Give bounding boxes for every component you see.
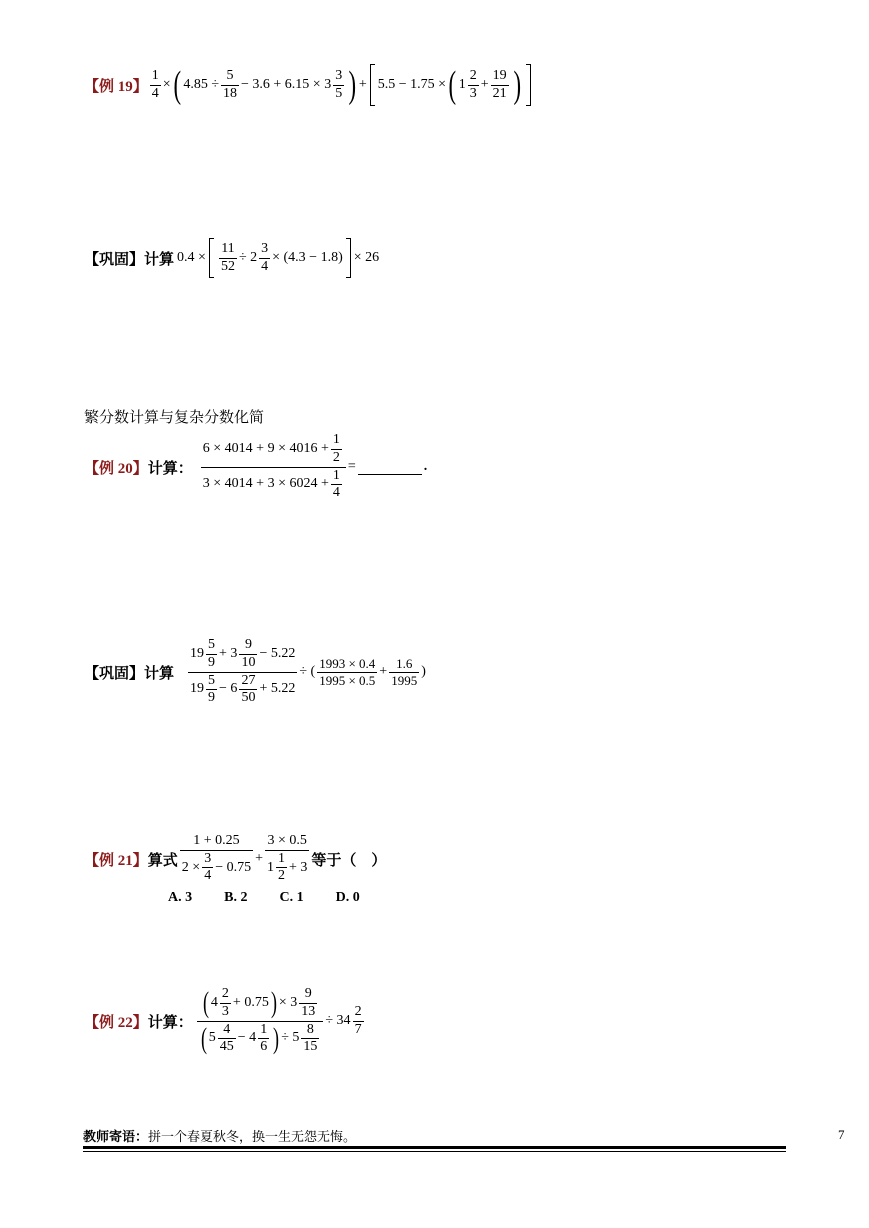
footer-rule-thin — [83, 1151, 786, 1152]
consolidation-tag: 【巩固】 — [84, 251, 145, 268]
example-22: 【例 22】 计算： ( 4 $\frac{2}{3}$ + 0.75 ) × 3 $\frac{9}{13}$ ( 5 $\frac{4}{45}$ − 4 $\frac{1}{6}$ ) ÷ 5 $\frac{8}{15}$ ÷ 34 $\frac{2}{7}$ — [84, 986, 362, 1055]
fraction: $\frac{19}{21}$ — [492, 67, 507, 101]
example-21: 【例 21】 算式 1 + 0.25 2 × $\frac{3}{4}$ − 0.75 + 3 × 0.5 1 $\frac{1}{2}$ + 3 等于（ ） — [84, 832, 387, 884]
consolidation-2: 【巩固】 计算 19 $\frac{5}{9}$ + 3 $\frac{9}{10}$ − 5.22 19 $\frac{5}{9}$ − 6 $\frac{27}{50}$ + 5.22 ÷ ( $\frac{1993 \times 0.4}{1995 \times 0.5}$ + $\frac{1.6}{1995}$ ) — [84, 637, 426, 706]
teacher-message-text: 拼一个春夏秋冬，换一生无怨无悔。 — [148, 1130, 357, 1145]
consolidation-1: 【巩固】 计算 0.4 × $\frac{11}{52}$ ÷ 2 $\frac{3}{4}$ × (4.3 − 1.8) × 26 — [84, 238, 379, 278]
page-number: 7 — [838, 1127, 845, 1142]
right-bracket — [526, 64, 531, 106]
fraction: $\frac{3}{5}$ — [335, 67, 343, 101]
fraction: $\frac{2}{7}$ — [354, 1003, 362, 1037]
complex-fraction: 3 × 0.5 1 $\frac{1}{2}$ + 3 — [267, 832, 308, 884]
example-19: 【例 19】 $\frac{1}{4}$ × ( 4.85 ÷ $\frac{5}{18}$ − 3.6 + 6.15 × 3 $\frac{3}{5}$ ) + 5.5 − 1.75 × ( 1 $\frac{2}{3}$ + $\frac{19}{21}$ ) — [84, 64, 534, 106]
complex-fraction: ( 4 $\frac{2}{3}$ + 0.75 ) × 3 $\frac{9}{13}$ ( 5 $\frac{4}{45}$ − 4 $\frac{1}{6}$ ) ÷ 5 $\frac{8}{15}$ — [197, 987, 324, 1055]
complex-fraction: 19 $\frac{5}{9}$ + 3 $\frac{9}{10}$ − 5.22 19 $\frac{5}{9}$ − 6 $\frac{27}{50}$ + 5.22 — [190, 637, 296, 706]
teacher-message-label: 教师寄语： — [83, 1130, 149, 1145]
fraction: $\frac{1.6}{1995}$ — [391, 655, 418, 688]
choice-c[interactable]: C. 1 — [279, 890, 304, 905]
answer-choices — [168, 890, 360, 906]
choice-a[interactable]: A. 3 — [168, 890, 193, 905]
answer-blank — [358, 460, 422, 475]
fraction: $\frac{5}{18}$ — [223, 67, 238, 101]
fraction: $\frac{3}{4}$ — [261, 240, 269, 274]
fraction: $\frac{1}{4}$ — [151, 67, 159, 101]
fraction: $\frac{1993 \times 0.4}{1995 \times 0.5}$ — [319, 655, 376, 688]
example-tag: 【例 19】 — [84, 78, 148, 95]
example-tag: 【例 21】 — [84, 852, 148, 869]
left-bracket — [370, 64, 375, 106]
left-paren: ( — [173, 64, 181, 106]
fraction: $\frac{11}{52}$ — [220, 240, 235, 274]
right-paren: ) — [348, 64, 357, 106]
consolidation-tag: 【巩固】 — [84, 665, 145, 682]
example-tag: 【例 20】 — [84, 460, 148, 477]
example-20: 【例 20】 计算： 6 × 4014 + 9 × 4016 + $\frac{1}{2}$ 3 × 4014 + 3 × 6024 + $\frac{1}{4}$ = . — [84, 432, 428, 501]
teacher-message — [83, 1126, 356, 1145]
example-tag: 【例 22】 — [84, 1014, 148, 1031]
section-heading: 繁分数计算与复杂分数化简 — [84, 408, 265, 426]
right-paren: ) — [513, 64, 521, 106]
left-paren: ( — [448, 64, 457, 106]
footer-rule-thick — [83, 1146, 786, 1149]
choice-d[interactable]: D. 0 — [335, 890, 360, 905]
choice-b[interactable]: B. 2 — [224, 890, 248, 905]
fraction: $\frac{2}{3}$ — [469, 67, 477, 101]
complex-fraction: 6 × 4014 + 9 × 4016 + $\frac{1}{2}$ 3 × 4014 + 3 × 6024 + $\frac{1}{4}$ — [201, 433, 346, 501]
left-bracket — [209, 238, 214, 278]
complex-fraction: 1 + 0.25 2 × $\frac{3}{4}$ − 0.75 — [181, 832, 252, 884]
right-bracket — [346, 238, 351, 278]
